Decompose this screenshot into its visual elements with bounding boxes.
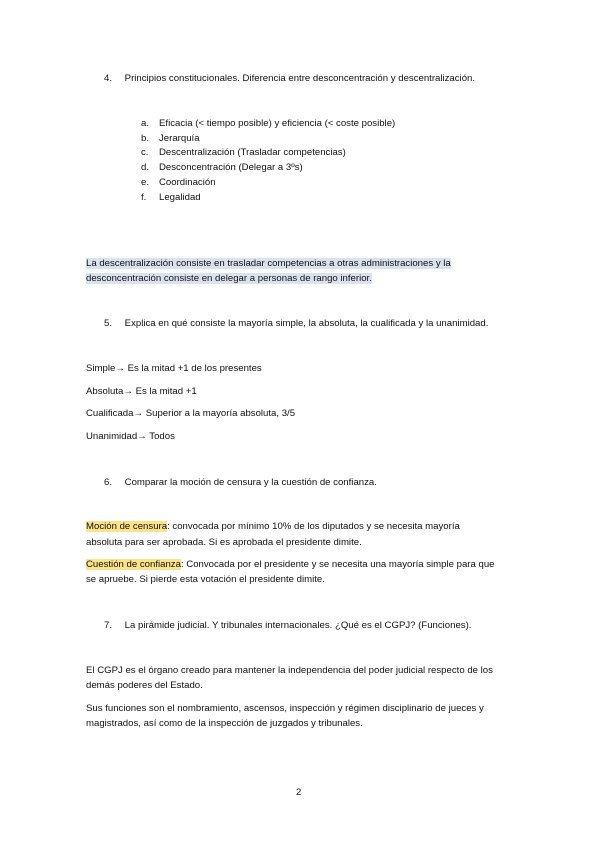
question-number: 5. bbox=[104, 318, 113, 329]
list-marker: b. bbox=[141, 133, 150, 144]
question-text: Comparar la moción de censura y la cuestión de confianza. bbox=[124, 477, 377, 488]
question-number: 6. bbox=[104, 477, 113, 488]
highlighted-term: Moción de censura bbox=[86, 521, 168, 532]
answer-line: se apruebe. Si pierde esta votación el presidente dimite. bbox=[86, 574, 325, 585]
list-text: Descentralización (Trasladar competencias) bbox=[159, 147, 346, 158]
question-6 bbox=[104, 477, 377, 489]
answer-line: Unanimidad→ Todos bbox=[86, 431, 175, 442]
highlighted-text: La descentralización consiste en trasladar competencias a otras administraciones y la bbox=[86, 258, 451, 269]
question-number: 4. bbox=[104, 73, 113, 84]
answer-line bbox=[86, 273, 372, 285]
question-text: Explica en qué consiste la mayoría simple, la absoluta, la cualificada y la unanimidad. bbox=[124, 318, 489, 329]
answer-line: Cualificada→ Superior a la mayoría absoluta, 3/5 bbox=[86, 408, 296, 419]
list-marker: e. bbox=[141, 177, 150, 188]
question-text: Principios constitucionales. Diferencia entre desconcentración y descentralización. bbox=[124, 73, 476, 84]
answer-line bbox=[86, 258, 451, 270]
answer-line: Sus funciones son el nombramiento, ascensos, inspección y régimen disciplinario de jueces y bbox=[86, 703, 484, 714]
answer-line bbox=[86, 521, 460, 533]
answer-line: absoluta para ser aprobada. Si es aprobada el presidente dimite. bbox=[86, 537, 362, 548]
list-text: Desconcentración (Delegar a 3ºs) bbox=[159, 162, 303, 173]
highlighted-term: Cuestión de confianza bbox=[86, 559, 181, 570]
list-marker: d. bbox=[141, 162, 150, 173]
list-text: Eficacia (< tiempo posible) y eficiencia (< coste posible) bbox=[159, 118, 396, 129]
answer-line: Absoluta→ Es la mitad +1 bbox=[86, 386, 197, 397]
answer-text: : Convocada por el presidente y se necesita una mayoría simple para que bbox=[180, 559, 495, 570]
answer-line bbox=[86, 559, 495, 571]
question-text: La pirámide judicial. Y tribunales internacionales. ¿Qué es el CGPJ? (Funciones). bbox=[124, 620, 472, 631]
answer-line: demás poderes del Estado. bbox=[86, 680, 203, 691]
list-text: Legalidad bbox=[159, 192, 201, 203]
list-item bbox=[141, 147, 346, 159]
answer-line: Simple→ Es la mitad +1 de los presentes bbox=[86, 363, 262, 374]
list-item bbox=[141, 133, 200, 145]
page-number: 2 bbox=[296, 787, 302, 798]
list-item bbox=[141, 177, 216, 189]
answer-line: magistrados, así como de la inspección de juzgados y tribunales. bbox=[86, 718, 363, 729]
question-5 bbox=[104, 318, 488, 330]
highlighted-text: desconcentración consiste en delegar a personas de rango inferior. bbox=[86, 273, 372, 284]
list-item bbox=[141, 192, 201, 204]
list-marker: f. bbox=[141, 192, 147, 203]
answer-line: El CGPJ es el órgano creado para mantener la independencia del poder judicial respecto de los bbox=[86, 665, 493, 676]
list-marker: a. bbox=[141, 118, 150, 129]
list-marker: c. bbox=[141, 147, 149, 158]
list-text: Coordinación bbox=[159, 177, 216, 188]
list-item bbox=[141, 118, 395, 130]
question-number: 7. bbox=[104, 620, 113, 631]
question-7 bbox=[104, 620, 471, 632]
question-4 bbox=[104, 73, 475, 85]
list-text: Jerarquía bbox=[159, 133, 200, 144]
answer-text: : convocada por mínimo 10% de los diputados y se necesita mayoría bbox=[167, 521, 460, 532]
list-item bbox=[141, 162, 303, 174]
